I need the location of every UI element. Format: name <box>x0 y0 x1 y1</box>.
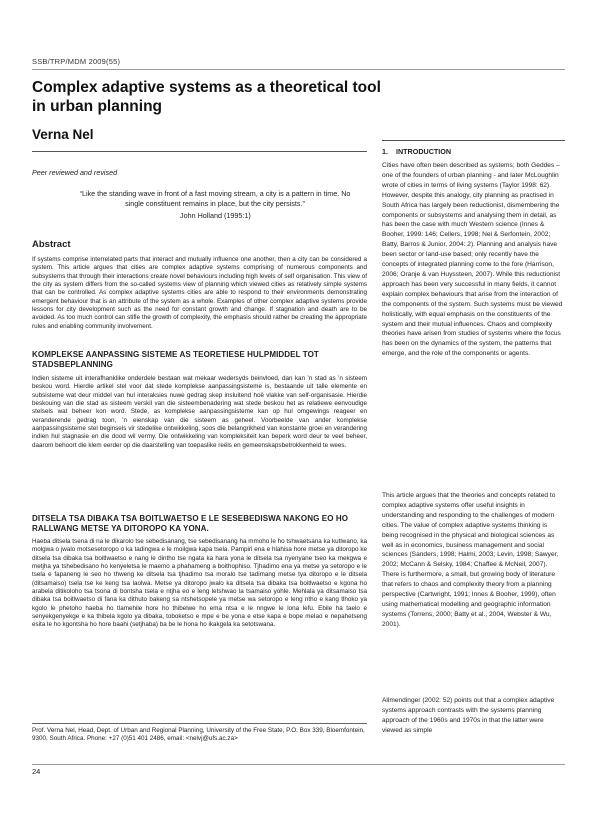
afrikaans-abstract-text: Indien sisteme uit interafhanklike onderdele bestaan wat mekaar wedersyds beinvloed, dan kan ’n stad as ’n sisteem beskou word. Hierdie artikel stel voor dat stede komplekse aanpassingsisteme is, bestaande uit talle elemente en subsisteme wat deur middel van hul interaksies nuwe gedrag skep insluitend hoë vlakke van self-organisasie. Hierdie beskouing van die stad as sisteem verskil van die sisteembenadering wat stede beskou het as relatiewe eenvoudige stelsels wat beheer kon word. Stede, as komplekse aanpassingsisteme kan op hul omgewings reageer en veranderende gedrag toon, ’n eienskap van die sisteem as geheel. Voorbeelde van ander komplekse aanpassingsisteme stel beginsels vir stedelike ontwikkeling, soos die belangrikheid van konstante groei en verandering indien hul stagnasie en die dood wil vermy. Die ontwikkeling van kompleksiteit kan beperk word deur te veel beheer, daarom behoort die klem eerder op die daarstelling van toepaslike reëls en gemeenskapsbetrokkenheid te wees. <box>32 375 367 449</box>
afrikaans-heading: KOMPLEKSE AANPASSING SISTEME AS TEORETIESE HULPMIDDEL TOT STADSBEPLANNING <box>32 350 319 369</box>
introduction-paragraph-3: Allmendinger (2002: 52) points out that a complex adaptive systems approach contrasts with the systems planning approach of the 1960s and 1970s in that the latter were viewed as simple <box>382 697 555 734</box>
article-author: Verna Nel <box>32 127 94 142</box>
header-divider <box>32 69 565 70</box>
sesotho-heading: DITSELA TSA DIBAKA TSA BOITLWAETSO E LE SESEBEDISWA NAKONG EO HO RALLWANG METSE YA DITOROPO KA YONA. <box>32 514 349 533</box>
intro-divider <box>382 140 565 141</box>
journal-reference: SSB/TRP/MDM 2009(55) <box>32 57 121 66</box>
sesotho-abstract-text: Haeba ditsela tsena di na le dikarolo tse sebedisanang, tse sebedisanang ha mmoho le ho tshwaetsana ka kutlwano, ka molgwa o jwalo motsesetoropo o ka tadingwa e le moilgwa kapa tsela. Pampiri ena e hlahisa hore metse ya ditoropo ke ditsela tsa dibaka tsa boitlwaetso e nang le dintho tse ngata ka hara yona le ditsela tsa nyenyane tseo ka mekgwa e metjha ya tshebedisano ho kenyeletsa le maemo a phahameng a boithophiso. Tjhadimo ena ya metse ya setoropo e le tsela e fapaneng le seo ho thweng ke ditsela tsa tjhadimo tsa moralo tse tadimang metse tya ditoropo e le ditsela (ditsamaiso) tsela tse ke keng tsa laolwa. Metse ya ditoropo jwalo ka ditsela tsa dibaka tsa boitlwaetso e kgona ho arabela ditikoloho tsa tsona di bontsha tsela e ntjha eo e leng letshwao la tsamaiso yohle. Mehlala ya ditsamaiso tsa dibaka tsa boitlwaetso di fana ka dithuto bakeng sa ntshetsopele ya metse wa setoropo e leng ntho e kang tlhoko ya kgolo le phetoho haeba ho tlamehile hore ho thibelwe ho ema ntsa e le nngwe le lona lefu. Ebile ha taelo e senyekgenyekge e ka thibela kgolo ya dibaka, toboketso e mpe e be yona e etse kapa e bope melao e nepahetseng esita le ho kgontsha ho hore baahi (setjhaba) ba be le hona ho ikakgela ka setotswana. <box>32 538 367 629</box>
abstract-heading: Abstract <box>32 239 71 250</box>
introduction-heading: 1. INTRODUCTION <box>382 147 452 156</box>
footer-divider <box>32 764 565 765</box>
introduction-paragraph-1: Cities have often been described as systems; both Geddes – one of the founders of urban planning - and later McLoughlin wrote of cities in terms of living systems (Taylor 1998: 62). However, despite this analogy, city planning as practised in South Africa has largely been reductionist, dismembering the components or subsystems and analysing them in detail, as has been the case with much Western science (Innes & Booher, 1999: 146; Cellers, 1998; Nel & Serfontein, 2002; Batty, Barros & Junior, 2004: 2). Planning and analysis have been sector or land-use based; only recently have the concepts of integrated planning come to the fore (Harrison, 2006; Oranje & van Huyssteen, 2007). While this reductionist approach has been very successful in many fields, it cannot explain complex behaviours that arise from the interaction of the components of the system. Such systems must be viewed holistically, with equal emphasis on the constituents of the system and their mutual influences. Chaos and complexity theories have arisen from studies of systems where the focus has been on the dynamics of the system, the patterns that emerge, and the role of the components or agents. <box>382 162 563 358</box>
epigraph-attribution: John Holland (1995:1) <box>180 211 251 220</box>
article-title: Complex adaptive systems as a theoretical tool in urban planning <box>32 79 381 115</box>
introduction-paragraph-2: This article argues that the theories and concepts related to complex adaptive systems offer useful insights in understanding and responding to the challenges of modern cities. The value of complex adaptive systems thinking is being recognised in the physical and biological sciences as well as in economics, business management and social sciences (Sanders, 1998; Halmi, 2003; Levin, 1998; Sawyer, 2002; McCann & Selsky, 1984; Chaffee & McNeil, 2007). There is furthermore, a small, but growing body of literature that refers to chaos and complexity theory from a planning perspective (Cartwright, 1991; Innes & Booher, 1999), often using mathematical modelling and geographic information systems (Torrens, 2000; Batty et al., 2004, Webster & Wu, 2001). <box>382 492 559 628</box>
peer-review-note: Peer reviewed and revised <box>32 168 118 177</box>
author-footnote: Prof. Verna Nel, Head, Dept. of Urban and Regional Planning, University of the Free State, P.O. Box 339, Bloemfontein, 9300, South Africa. Phone: +27 (0)51 401 2486, email: <nelvj@ufs.ac.za> <box>32 727 365 743</box>
author-divider <box>32 151 367 152</box>
footnote-divider <box>32 723 367 724</box>
epigraph-quote: “Like the standing wave in front of a fast moving stream, a city is a pattern in time. No single constituent remains in place, but the city persists.” <box>79 189 351 208</box>
page-number: 24 <box>32 767 41 776</box>
abstract-text: If systems comprise interrelated parts that interact and mutually influence one another, then a city can be considered a system. This article argues that cities are complex adaptive systems comprising of numerous components and subsystems that through their interactions create novel behaviours including high levels of self organisation. This view of the city as system differs from the so-called systems view of planning which viewed cities as relatively simple systems that can be controlled. As complex adaptive systems cities are able to respond to their environments demonstrating emergent behaviour that is an attribute of the system as a whole. Examples of other complex adaptive systems provide lessons for city development such as the need for constant growth and change. If stagnation and death are to be avoided. As too much control can stifle the growth of complexity, the emphasis should rather be creating the appropriate rules and enabling community involvement. <box>32 256 367 330</box>
